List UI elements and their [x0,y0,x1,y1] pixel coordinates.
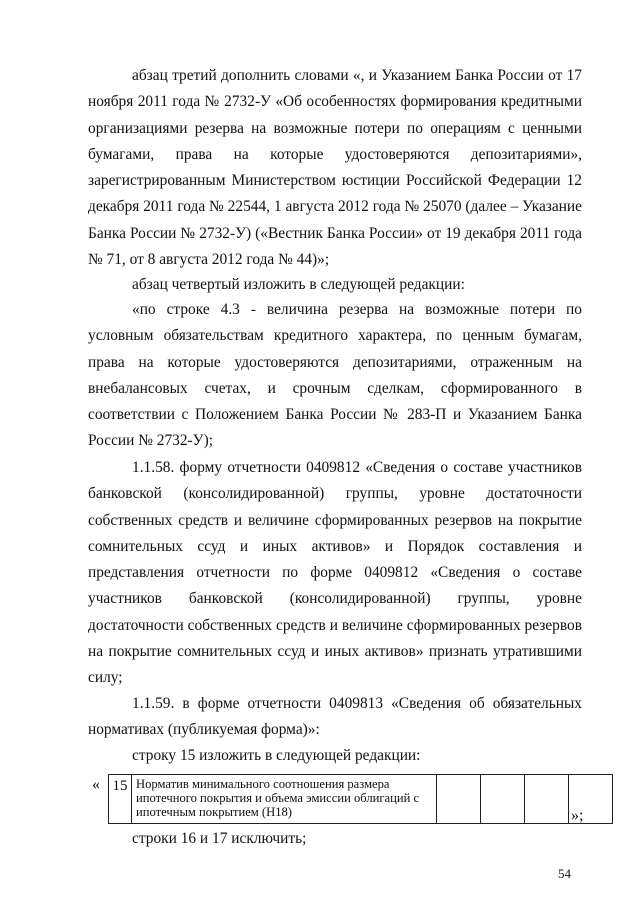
table-row [109,775,613,824]
row-text-cell: Норматив минимального соотношения размера ипотечного покрытия и объема эмиссии облигаций с ипотечным покрытием (Н18) [132,775,437,824]
paragraph-6: строку 15 изложить в следующей редакции: [132,747,421,764]
paragraph-7: строки 16 и 17 исключить; [132,830,307,847]
paragraph-3: «по строке 4.3 - величина резерва на возможные потери по условным обязательствам кредитного характера, по ценным бумагам, права на которые удостоверяются депозитариями, отраженным на внебалансовых счетах, и срочным сделкам, сформированного в соответствии с Положением Банка России № 283-П и Указанием Банка России № 2732-У); [88,301,582,450]
paragraph-4: 1.1.58. форму отчетности 0409812 «Сведения о составе участников банковской (консолидированной) группы, уровне достаточности собственных средств и величине сформированных резервов на покрытие сомнительных ссуд и иных активов» и Порядок составления и представления отчетности по форме 0409812 «Сведения о составе участников банковской (консолидированной) группы, уровне достаточности собственных средств и величине сформированных резервов на покрытие сомнительных ссуд и иных активов» признать утратившими силу; [88,459,582,687]
value-cell-2 [481,775,525,824]
value-cell-3 [525,775,569,824]
paragraph-2: абзац четвертый изложить в следующей редакции: [132,276,465,293]
paragraph-5: 1.1.59. в форме отчетности 0409813 «Сведения об обязательных нормативах (публикуемая форма)»: [88,695,582,739]
norm-table [108,774,613,824]
paragraph-1: абзац третий дополнить словами «, и Указанием Банка России от 17 ноября 2011 года № 2732-У «Об особенностях формирования кредитными организациями резерва на возможные потери по операциям с ценными бумагами, права на которые удостоверяются депозитариями», зарегистрированным Министерством юстиции Российской Федерации 12 декабря 2011 года № 22544, 1 августа 2012 года № 25070 (далее – Указание Банка России № 2732-У) («Вестник Банка России» от 19 декабря 2011 года № 71, от 8 августа 2012 года № 44)»; [88,67,582,269]
row-number-cell: 15 [109,775,132,824]
table-open-quote: « [92,776,100,793]
page-number: 54 [558,866,571,881]
value-cell-1 [437,775,481,824]
table-close-quote: »; [571,807,584,824]
